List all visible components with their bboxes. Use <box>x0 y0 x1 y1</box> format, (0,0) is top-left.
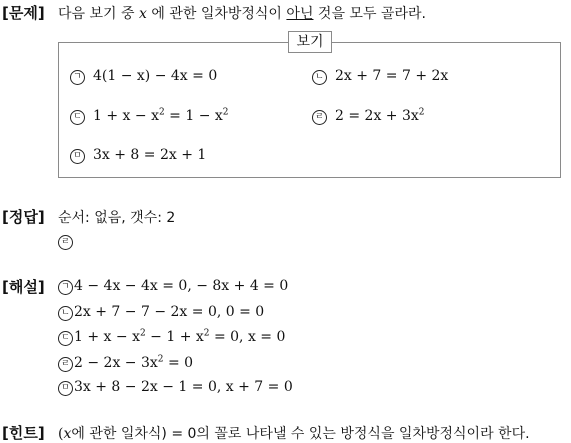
problem-text-before: 다음 보기 중 <box>58 6 139 22</box>
hint-text: (x에 관한 일차식) = 0의 꼴로 나타낼 수 있는 방정식을 일차방정식이라 한다. <box>58 426 530 442</box>
problem-text-mid: 에 관한 일차방정식이 <box>146 6 287 22</box>
option-1 <box>70 68 217 85</box>
problem-variable: x <box>138 6 147 22</box>
hint-variable: x <box>63 426 72 442</box>
answer-line: 순서: 없음, 갯수: 2 <box>58 210 176 226</box>
option-marker: ㄷ <box>70 110 85 125</box>
explanation-marker: ㄴ <box>58 306 73 321</box>
explanation-line-2: ㄴ 2x + 7 − 7 − 2x = 0, 0 = 0 <box>58 304 264 321</box>
explanation-marker: ㄹ <box>58 357 73 372</box>
explanation-line-1: ㄱ 4 − 4x − 4x = 0, − 8x + 4 = 0 <box>58 278 288 295</box>
explanation-label: [해설] <box>2 278 45 296</box>
answer-marker: ㄹ <box>58 235 73 250</box>
hint-label: [힌트] <box>2 424 45 442</box>
explanation-marker: ㅁ <box>58 381 73 396</box>
option-expression: 2x + 7 = 7 + 2x <box>335 68 449 84</box>
explanation-marker: ㄷ <box>58 331 73 346</box>
option-2 <box>312 68 448 85</box>
option-marker: ㅁ <box>70 149 85 164</box>
examples-box-title: 보기 <box>288 31 332 53</box>
problem-label: [문제] <box>2 4 45 22</box>
problem-statement <box>58 3 426 23</box>
explanation-line-4: ㄹ $2 - 2x - 3x^2 = 0$ <box>58 354 193 372</box>
option-marker: ㄱ <box>70 70 85 85</box>
problem-underlined-word: 아닌 <box>286 6 314 22</box>
option-marker: ㄴ <box>312 70 327 85</box>
problem-text-after: 것을 모두 골라라. <box>313 6 426 22</box>
explanation-line-5: ㅁ 3x + 8 − 2x − 1 = 0, x + 7 = 0 <box>58 379 293 396</box>
option-4 <box>312 107 425 125</box>
explanation-marker: ㄱ <box>58 280 73 295</box>
option-5 <box>70 147 206 164</box>
option-expression: $1 + x - x^2 = 1 - x^2$ <box>93 107 229 124</box>
option-expression: 4(1 − x) − 4x = 0 <box>93 68 218 84</box>
option-marker: ㄹ <box>312 110 327 125</box>
option-expression: 3x + 8 = 2x + 1 <box>93 147 207 163</box>
answer-label: [정답] <box>2 208 45 226</box>
explanation-line-3: ㄷ $1 + x - x^2 - 1 + x^2 = 0$, x = 0 <box>58 328 285 346</box>
answer-marker-line <box>58 233 81 250</box>
option-3 <box>70 107 229 125</box>
option-expression: $2 = 2x + 3x^2$ <box>335 107 425 124</box>
